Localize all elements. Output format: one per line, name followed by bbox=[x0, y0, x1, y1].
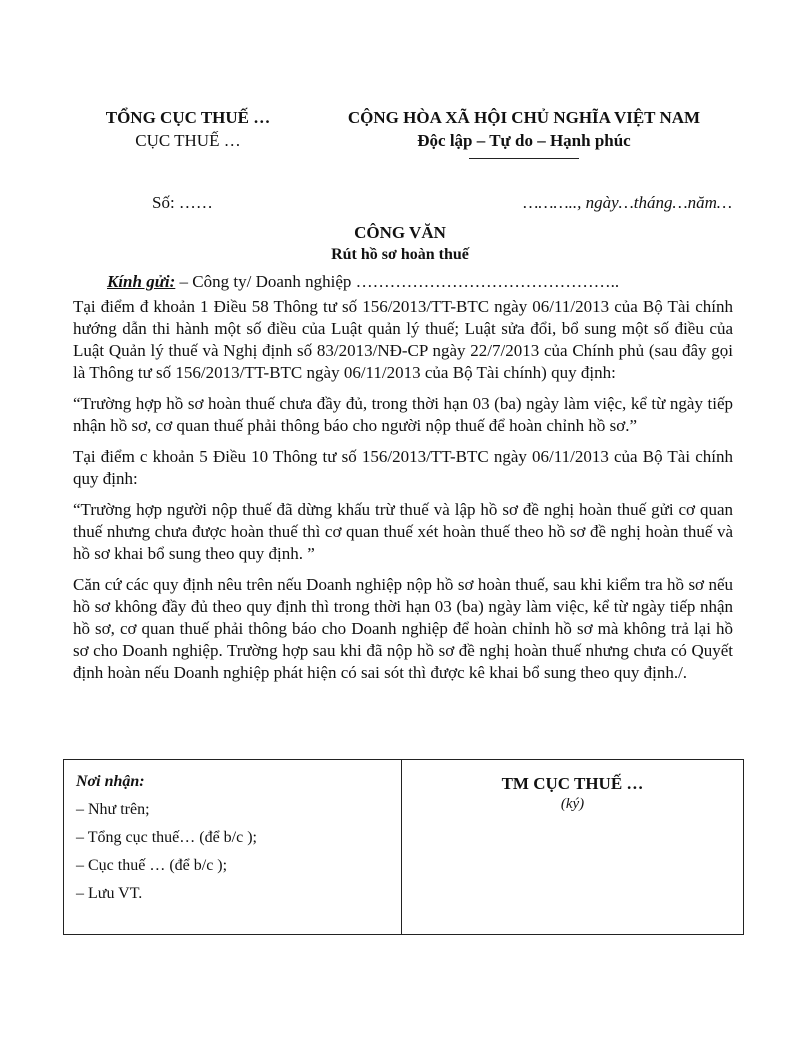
document-number: Số: …… bbox=[152, 193, 213, 212]
body-paragraph-3: Tại điểm c khoản 5 Điều 10 Thông tư số 156/2013/TT-BTC ngày 06/11/2013 của Bộ Tài chính quy định: bbox=[73, 447, 733, 488]
document-title bbox=[0, 222, 800, 266]
recipient-label: Kính gửi: bbox=[107, 272, 176, 291]
signer-title: TM CỤC THUẾ … bbox=[501, 774, 644, 793]
body-paragraph-2: “Trường hợp hồ sơ hoàn thuế chưa đầy đủ, trong thời hạn 03 (ba) ngày làm việc, kể từ ngày tiếp nhận hồ sơ, cơ quan thuế phải thông báo cho người nộp thuế để hoàn chỉnh hồ sơ.” bbox=[73, 394, 733, 435]
recipients-item: – Như trên; bbox=[76, 801, 150, 818]
recipient-line bbox=[107, 272, 619, 292]
national-motto bbox=[318, 106, 730, 159]
recipient-value: – Công ty/ Doanh nghiệp ……………………………………….. bbox=[179, 272, 620, 291]
body-paragraph-4: “Trường hợp người nộp thuế đã dừng khấu trừ thuế và lập hồ sơ đề nghị hoàn thuế gửi cơ quan thuế nhưng chưa được hoàn thuế thì cơ quan thuế xét hoàn thuế theo hồ sơ đề nghị hoàn thuế và hồ sơ khai bổ sung theo quy định. ” bbox=[73, 500, 733, 563]
recipients-item: – Cục thuế … (để b/c ); bbox=[76, 857, 228, 874]
nation-line-2: Độc lập – Tự do – Hạnh phúc bbox=[417, 131, 631, 150]
document-body bbox=[73, 296, 733, 693]
title-line-1: CÔNG VĂN bbox=[354, 223, 446, 242]
recipients-label: Nơi nhận: bbox=[76, 773, 145, 790]
title-line-2: Rút hồ sơ hoàn thuế bbox=[331, 246, 469, 263]
motto-underline bbox=[469, 158, 579, 159]
agency-line-1: TỔNG CỤC THUẾ … bbox=[105, 108, 271, 127]
body-paragraph-5: Căn cứ các quy định nêu trên nếu Doanh nghiệp nộp hồ sơ hoàn thuế, sau khi kiểm tra hồ sơ nếu hồ sơ không đầy đủ theo quy định thì trong thời hạn 03 (ba) ngày làm việc, kể từ ngày tiếp nhận hồ sơ, cơ quan thuế phải thông báo cho Doanh nghiệp để hoàn chỉnh hồ sơ mà không trả lại hồ sơ cho Doanh nghiệp. Trường hợp sau khi đã nộp hồ sơ đề nghị hoàn thuế nhưng chưa có Quyết định hoàn nếu Doanh nghiệp phát hiện có sai sót thì được kê khai bổ sung theo quy định./. bbox=[73, 575, 733, 682]
document-date: ……….., ngày…tháng…năm… bbox=[523, 193, 732, 212]
signer-cell bbox=[402, 760, 743, 934]
sign-note: (ký) bbox=[560, 796, 585, 812]
recipients-item: – Tổng cục thuế… (để b/c ); bbox=[76, 829, 257, 846]
issuing-agency bbox=[88, 106, 288, 152]
signature-table bbox=[63, 759, 744, 935]
recipients-cell bbox=[64, 760, 402, 934]
agency-line-2: CỤC THUẾ … bbox=[135, 131, 241, 150]
recipients-item: – Lưu VT. bbox=[76, 885, 143, 902]
body-paragraph-1: Tại điểm đ khoản 1 Điều 58 Thông tư số 156/2013/TT-BTC ngày 06/11/2013 của Bộ Tài chính hướng dẫn thi hành một số điều của Luật quản lý thuế; Luật sửa đổi, bổ sung một số điều của Luật Quản lý thuế và Nghị định số 83/2013/NĐ-CP ngày 22/7/2013 của Chính phủ (sau đây gọi là Thông tư số 156/2013/TT-BTC ngày 06/11/2013 của Bộ Tài chính) quy định: bbox=[73, 297, 733, 382]
nation-line-1: CỘNG HÒA XÃ HỘI CHỦ NGHĨA VIỆT NAM bbox=[347, 108, 701, 127]
